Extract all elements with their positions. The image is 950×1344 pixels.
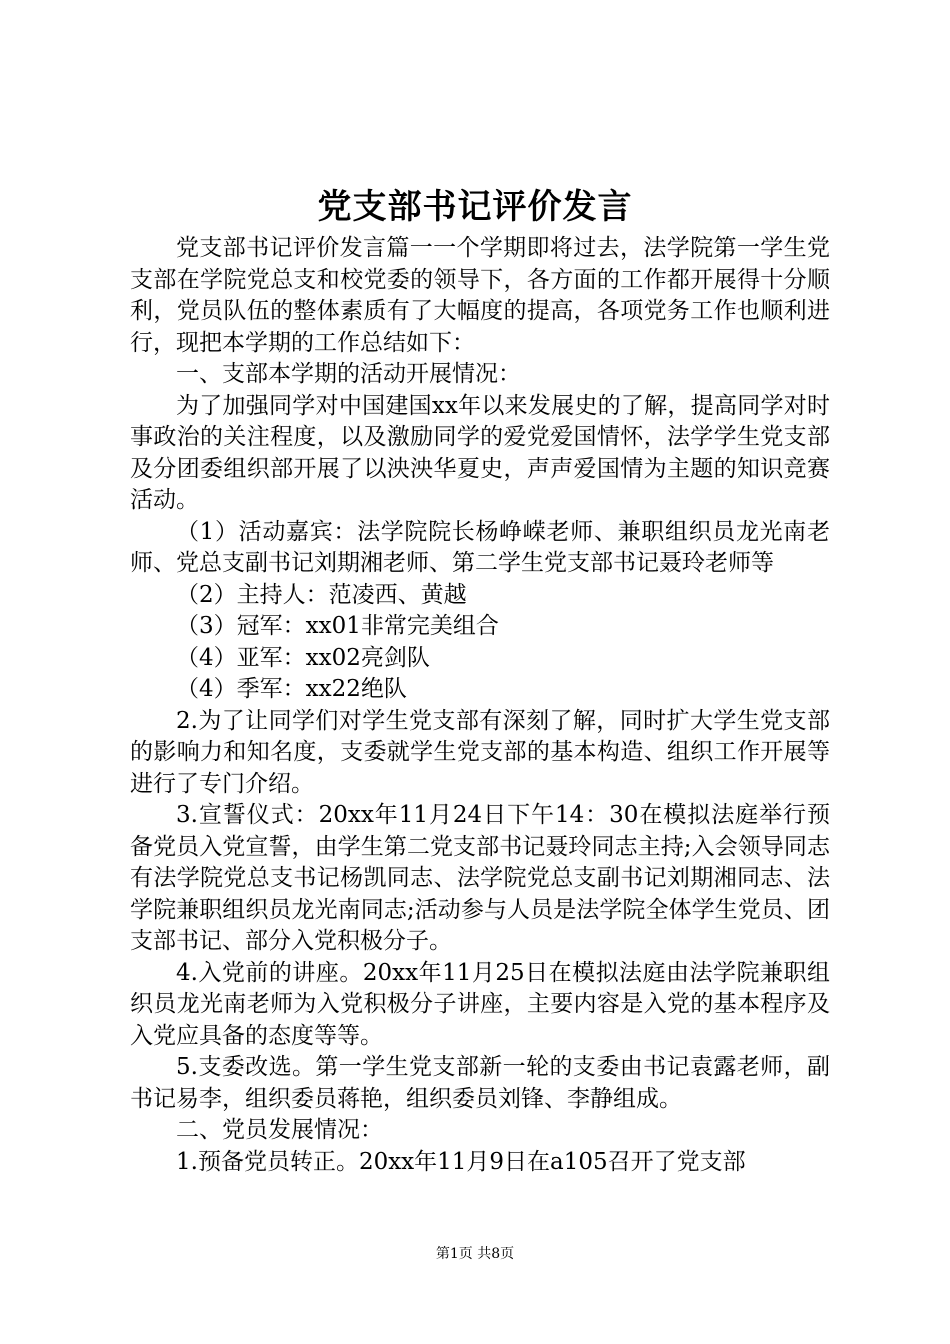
section-heading-development: 二、党员发展情况： [176,1117,383,1143]
paragraph-quiz-activity: 为了加强同学对中国建国xx年以来发展史的了解，提高同学对时事政治的关注程度，以及激励同学的爱党爱国情怀，法学学生党支部及分团委组织部开展了以泱泱华夏史，声声爱国情为主题的知识竞赛活动。 [130,392,830,513]
page-footer: 第1页 共8页 [435,1246,515,1262]
section-heading-activities: 一、支部本学期的活动开展情况： [176,361,521,387]
paragraph-item-2: 2.为了让同学们对学生党支部有深刻了解，同时扩大学生党支部的影响力和知名度，支委就学生党支部的基本构造、组织工作开展等进行了专门介绍。 [130,707,830,797]
document-body [130,233,830,1178]
document-title: 党支部书记评价发言 [317,187,633,227]
paragraph-item-5: 5.支委改选。第一学生党支部新一轮的支委由书记袁露老师，副书记易李，组织委员蒋艳，组织委员刘锋、李静组成。 [130,1054,830,1112]
list-item-champion: （3）冠军：xx01非常完美组合 [176,613,499,639]
paragraph-item-3: 3.宣誓仪式：20xx年11月24日下午14：30在模拟法庭举行预备党员入党宣誓，由学生第二党支部书记聂玲同志主持;入会领导同志有法学院党总支书记杨凯同志、法学院党总支副书记刘期湘同志、法学院兼职组织员龙光南同志;活动参与人员是法学院全体学生党员、团支部书记、部分入党积极分子。 [130,802,830,954]
paragraph-intro: 党支部书记评价发言篇一一个学期即将过去，法学院第一学生党支部在学院党总支和校党委的领导下，各方面的工作都开展得十分顺利，党员队伍的整体素质有了大幅度的提高，各项党务工作也顺利进行，现把本学期的工作总结如下： [130,235,830,356]
list-item-third-place: （4）季军：xx22绝队 [176,676,407,702]
paragraph-item-4: 4.入党前的讲座。20xx年11月25日在模拟法庭由法学院兼职组织员龙光南老师为入党积极分子讲座，主要内容是入党的基本程序及入党应具备的态度等等。 [130,959,830,1049]
list-item-guests: （1）活动嘉宾：法学院院长杨峥嵘老师、兼职组织员龙光南老师、党总支副书记刘期湘老师、第二学生党支部书记聂玲老师等 [130,518,830,576]
list-item-hosts: （2）主持人：范凌西、黄越 [176,581,467,608]
paragraph-dev-item-1: 1.预备党员转正。20xx年11月9日在a105召开了党支部 [176,1148,746,1175]
list-item-runner-up: （4）亚军：xx02亮剑队 [176,644,430,671]
